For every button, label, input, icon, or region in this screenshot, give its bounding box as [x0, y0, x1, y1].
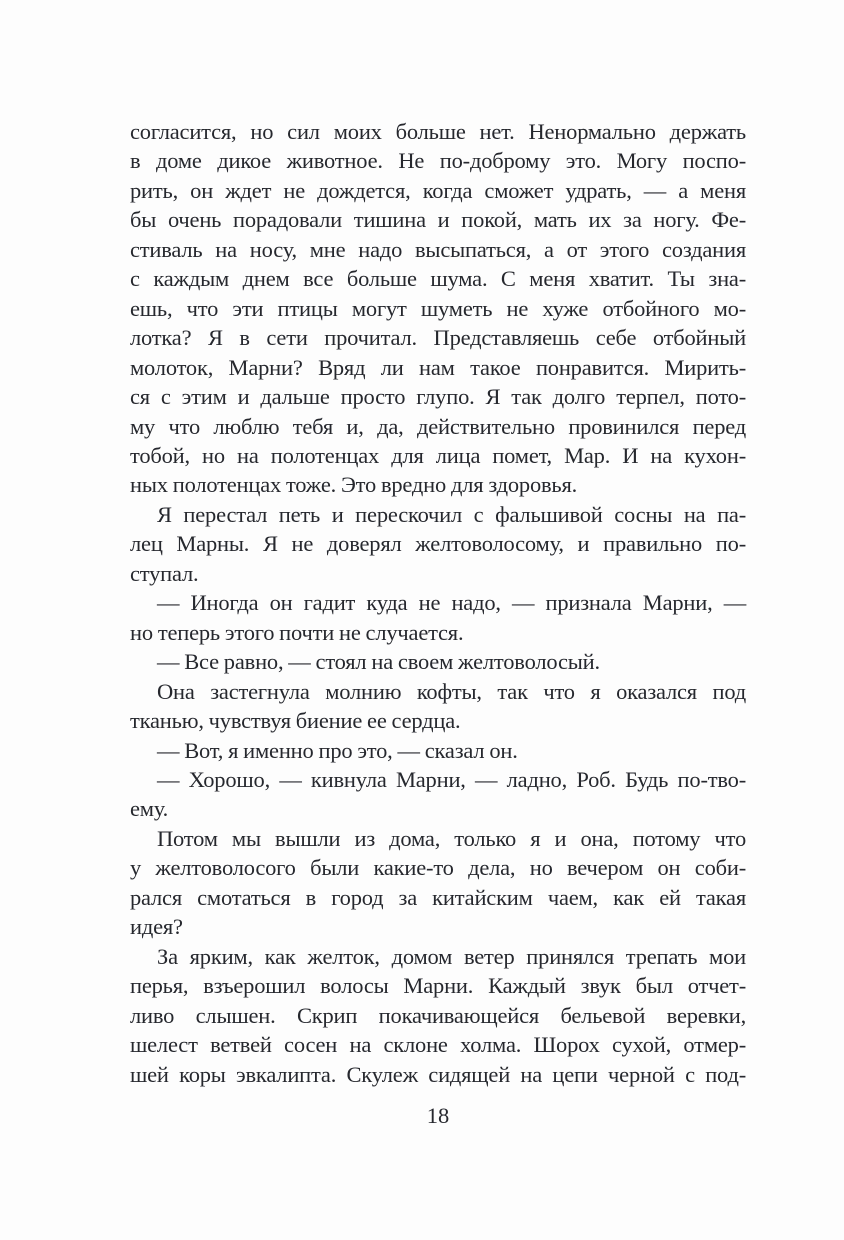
text-line: ему. — [130, 796, 169, 822]
text-line: молоток, Марни? Вряд ли нам такое понравится. Мирить- — [130, 354, 746, 380]
text-line: перья, взъерошил волосы Марни. Каждый звук был отчет- — [130, 973, 746, 999]
text-line: — Вот, я именно про это, — сказал он. — [157, 737, 518, 763]
text-line: ливо слышен. Скрип покачивающейся бельевой веревки, — [130, 1002, 746, 1028]
text-line: рался смотаться в город за китайским чаем, как ей такая — [130, 884, 746, 910]
text-line: тканью, чувствуя биение ее сердца. — [130, 708, 461, 734]
text-line: Я перестал петь и перескочил с фальшивой сосны на па- — [157, 501, 746, 527]
text-line: ся с этим и дальше просто глупо. Я так долго терпел, пото- — [130, 384, 746, 410]
text-line: в доме дикое животное. Не по-доброму это. Могу поспо- — [130, 148, 746, 174]
text-line: — Хорошо, — кивнула Марни, — ладно, Роб. Будь по-тво- — [157, 766, 746, 792]
page-number: 18 — [426, 1103, 450, 1128]
text-line: идея? — [130, 914, 183, 940]
text-line: ешь, что эти птицы могут шуметь не хуже отбойного мо- — [130, 295, 746, 321]
text-line: у желтоволосого были какие-то дела, но вечером он соби- — [130, 855, 746, 881]
text-line: За ярким, как желток, домом ветер принялся трепать мои — [157, 943, 746, 969]
text-line: рить, он ждет не дождется, когда сможет удрать, — а меня — [130, 177, 746, 203]
text-line: бы очень порадовали тишина и покой, мать их за ногу. Фе- — [130, 207, 746, 233]
text-line: шелест ветвей сосен на склоне холма. Шорох сухой, отмер- — [130, 1032, 746, 1058]
text-line: лец Марны. Я не доверял желтоволосому, и правильно по- — [130, 531, 746, 557]
text-line: шей коры эвкалипта. Скулеж сидящей на цепи черной с под- — [130, 1061, 746, 1087]
text-line: но теперь этого почти не случается. — [130, 619, 464, 645]
text-line: стиваль на носу, мне надо высыпаться, а от этого создания — [130, 236, 746, 262]
text-line: му что люблю тебя и, да, действительно провинился перед — [130, 413, 746, 439]
text-line: Она застегнула молнию кофты, так что я оказался под — [157, 678, 746, 704]
text-line: лотка? Я в сети прочитал. Представляешь себе отбойный — [130, 325, 746, 351]
text-line: ступал. — [130, 560, 199, 586]
text-line: с каждым днем все больше шума. С меня хватит. Ты зна- — [130, 266, 746, 292]
body-text — [130, 117, 746, 1089]
text-line: — Иногда он гадит куда не надо, — признала Марни, — — [157, 590, 746, 616]
text-line: — Все равно, — стоял на своем желтоволосый. — [157, 649, 600, 675]
text-line: согласится, но сил моих больше нет. Ненормально держать — [130, 119, 746, 144]
text-line: тобой, но на полотенцах для лица помет, Мар. И на кухон- — [130, 442, 746, 468]
text-line: Потом мы вышли из дома, только я и она, потому что — [157, 825, 746, 851]
text-line: ных полотенцах тоже. Это вредно для здоровья. — [130, 472, 578, 498]
